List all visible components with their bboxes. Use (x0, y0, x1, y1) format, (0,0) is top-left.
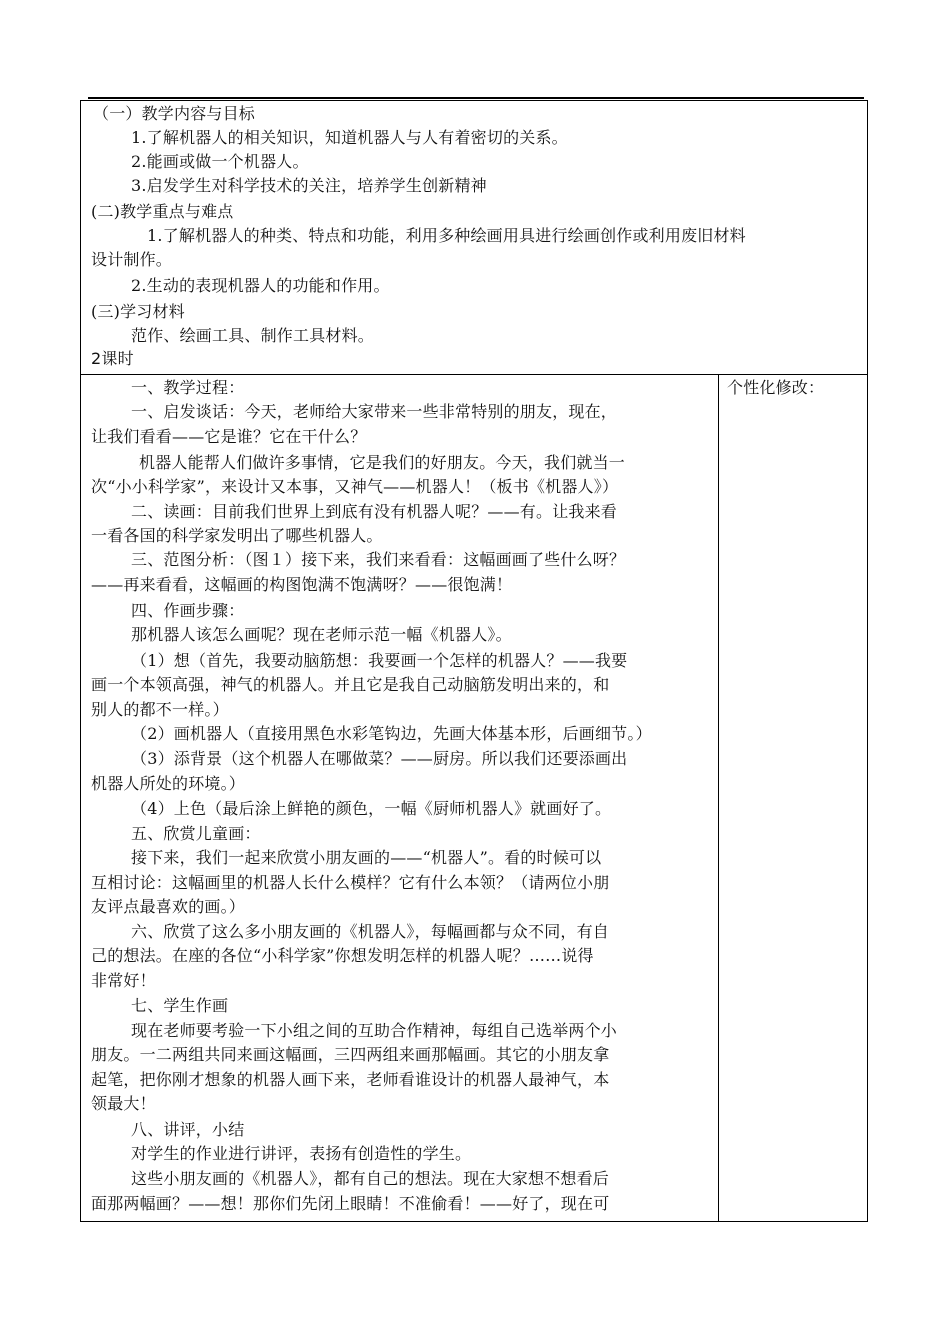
key-point-item: 1.了解机器人的种类、特点和功能，利用多种绘画用具进行绘画创作或利用废旧材料 (147, 226, 746, 245)
process-line: 机器人所处的环境。） (91, 774, 246, 793)
process-line: 别人的都不一样。） (91, 700, 229, 719)
process-line: 己的想法。在座的各位“小科学家”你想发明怎样的机器人呢？……说得 (91, 946, 594, 965)
process-line: 三、范图分析：（图１）接下来，我们来看看：这幅画画了些什么呀？ (131, 550, 626, 569)
process-line: （4）上色（最后涂上鲜艳的颜色，一幅《厨师机器人》就画好了。 (131, 799, 612, 818)
top-rule (88, 97, 864, 99)
process-row (81, 375, 867, 1221)
process-line: 接下来，我们一起来欣赏小朋友画的——“机器人”。看的时候可以 (131, 848, 602, 867)
goal-item: 3.启发学生对科学技术的关注，培养学生创新精神 (131, 176, 487, 195)
duration-label: 2课时 (91, 349, 134, 368)
process-line: 五、欣赏儿童画： (131, 824, 261, 843)
teaching-process-cell (81, 375, 719, 1221)
process-line: 非常好！ (91, 971, 156, 990)
goals-heading: （一）教学内容与目标 (93, 104, 256, 123)
process-line: （2）画机器人（直接用黑色水彩笔钩边，先画大体基本形，后画细节。） (131, 724, 652, 743)
process-line: 机器人能帮人们做许多事情，它是我们的好朋友。今天，我们就当一 (139, 453, 626, 472)
process-line: （1）想（首先，我要动脑筋想：我要画一个怎样的机器人？——我要 (131, 651, 628, 670)
process-line: 那机器人该怎么画呢？现在老师示范一幅《机器人》。 (131, 625, 512, 644)
notes-heading: 个性化修改： (727, 378, 825, 397)
materials-heading: (三)学习材料 (91, 302, 185, 321)
process-line: 对学生的作业进行讲评，表扬有创造性的学生。 (131, 1144, 472, 1163)
personal-notes-cell (719, 375, 867, 1221)
objectives-cell (81, 101, 867, 375)
process-line: 四、作画步骤： (131, 601, 245, 620)
process-line: 让我们看看——它是谁？它在干什么？ (91, 427, 367, 446)
process-line: 七、学生作画 (131, 996, 229, 1015)
process-line: 一、启发谈话：今天，老师给大家带来一些非常特别的朋友，现在， (131, 402, 618, 421)
process-line: 画一个本领高强，神气的机器人。并且它是我自己动脑筋发明出来的，和 (91, 675, 610, 694)
process-line: 领最大！ (91, 1094, 156, 1113)
process-line: 一、教学过程： (131, 378, 245, 397)
process-line: 二、读画：目前我们世界上到底有没有机器人呢？——有。让我来看 (131, 502, 618, 521)
process-line: （3）添背景（这个机器人在哪做菜？——厨房。所以我们还要添画出 (131, 749, 628, 768)
process-line: 这些小朋友画的《机器人》，都有自己的想法。现在大家想不想看后 (131, 1169, 610, 1188)
materials-text: 范作、绘画工具、制作工具材料。 (131, 326, 375, 345)
process-line: ——再来看看，这幅画的构图饱满不饱满呀？——很饱满！ (91, 575, 513, 594)
process-line: 友评点最喜欢的画。） (91, 897, 246, 916)
goal-item: 2.能画或做一个机器人。 (131, 152, 309, 171)
process-line: 次“小小科学家”，来设计又本事，又神气——机器人！（板书《机器人》） (91, 477, 619, 496)
process-line: 面那两幅画？——想！那你们先闭上眼睛！不准偷看！——好了，现在可 (91, 1194, 610, 1213)
process-line: 一看各国的科学家发明出了哪些机器人。 (91, 526, 383, 545)
lesson-plan-table (80, 100, 868, 1222)
process-line: 起笔，把你刚才想象的机器人画下来，老师看谁设计的机器人最神气，本 (91, 1070, 610, 1089)
process-line: 现在老师要考验一下小组之间的互助合作精神，每组自己选举两个小 (131, 1021, 618, 1040)
goal-item: 1.了解机器人的相关知识，知道机器人与人有着密切的关系。 (131, 128, 568, 147)
key-point-item-continued: 设计制作。 (91, 250, 173, 269)
key-point-item: 2.生动的表现机器人的功能和作用。 (131, 276, 390, 295)
process-line: 互相讨论：这幅画里的机器人长什么模样？它有什么本领？（请两位小朋 (91, 873, 610, 892)
process-line: 六、欣赏了这么多小朋友画的《机器人》，每幅画都与众不同，有自 (131, 922, 610, 941)
process-line: 八、讲评，小结 (131, 1120, 245, 1139)
key-points-heading: (二)教学重点与难点 (91, 202, 234, 221)
process-line: 朋友。一二两组共同来画这幅画，三四两组来画那幅画。其它的小朋友拿 (91, 1045, 610, 1064)
